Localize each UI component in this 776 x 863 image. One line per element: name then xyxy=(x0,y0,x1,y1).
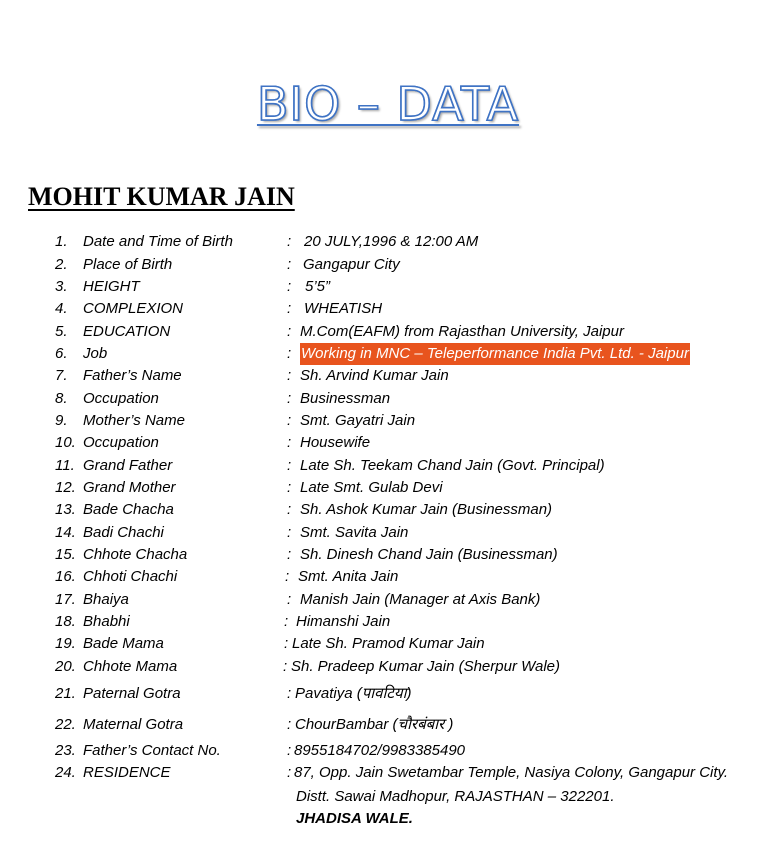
row-separator: : xyxy=(287,233,292,250)
row-value: Late Sh. Teekam Chand Jain (Govt. Principal) xyxy=(300,457,605,474)
row-separator: : xyxy=(287,479,292,496)
detail-row xyxy=(0,343,776,365)
row-separator: : xyxy=(287,323,292,340)
detail-row xyxy=(0,566,776,588)
row-separator: : xyxy=(287,300,292,317)
row-value-highlighted: Working in MNC – Teleperformance India Pvt. Ltd. - Jaipur xyxy=(300,343,690,365)
row-value: WHEATISH xyxy=(304,300,383,317)
detail-row xyxy=(0,740,776,762)
row-value: Himanshi Jain xyxy=(296,613,391,630)
row-separator: : xyxy=(284,635,289,652)
row-separator: : xyxy=(283,658,288,675)
row-number: 8. xyxy=(55,390,68,407)
residence-line-3: JHADISA WALE. xyxy=(296,810,413,827)
row-number: 5. xyxy=(55,323,68,340)
detail-row xyxy=(0,522,776,544)
row-label: Bhaiya xyxy=(83,591,129,608)
row-separator: : xyxy=(287,412,292,429)
row-value: 87, Opp. Jain Swetambar Temple, Nasiya Colony, Gangapur City. xyxy=(294,764,729,781)
row-label: Father’s Contact No. xyxy=(83,742,221,759)
row-number: 1. xyxy=(55,233,68,250)
row-label: Grand Mother xyxy=(83,479,176,496)
row-number: 9. xyxy=(55,412,68,429)
row-separator: : xyxy=(287,434,292,451)
row-label: Maternal Gotra xyxy=(83,716,184,733)
row-separator: : xyxy=(287,457,292,474)
row-number: 7. xyxy=(55,367,68,384)
row-separator: : xyxy=(287,546,292,563)
row-number: 4. xyxy=(55,300,68,317)
row-number: 23. xyxy=(55,742,76,759)
detail-row xyxy=(0,298,776,320)
detail-row xyxy=(0,762,776,784)
detail-row xyxy=(0,611,776,633)
row-value: Smt. Gayatri Jain xyxy=(300,412,416,429)
detail-row xyxy=(0,589,776,611)
row-number: 11. xyxy=(55,457,75,474)
detail-row xyxy=(0,633,776,655)
row-value: Gangapur City xyxy=(303,256,400,273)
detail-row xyxy=(0,254,776,276)
row-value: Pavatiya (पावटिया) xyxy=(295,685,412,702)
detail-row xyxy=(0,231,776,253)
row-value: Manish Jain (Manager at Axis Bank) xyxy=(300,591,541,608)
detail-row xyxy=(0,544,776,566)
row-number: 22. xyxy=(55,716,76,733)
row-label: Chhote Chacha xyxy=(83,546,188,563)
row-value: Smt. Savita Jain xyxy=(300,524,409,541)
row-value: 20 JULY,1996 & 12:00 AM xyxy=(304,233,479,250)
residence-line-2: Distt. Sawai Madhopur, RAJASTHAN – 322201. xyxy=(296,788,615,805)
row-value: Smt. Anita Jain xyxy=(298,568,399,585)
row-value: Businessman xyxy=(300,390,391,407)
row-label: Date and Time of Birth xyxy=(83,233,233,250)
row-value: 5’5” xyxy=(305,278,331,295)
row-label: EDUCATION xyxy=(83,323,171,340)
row-number: 2. xyxy=(55,256,68,273)
row-separator: : xyxy=(287,591,292,608)
row-label: HEIGHT xyxy=(83,278,140,295)
row-number: 24. xyxy=(55,764,76,781)
row-number: 14. xyxy=(55,524,76,541)
row-number: 18. xyxy=(55,613,76,630)
row-label: Bhabhi xyxy=(83,613,130,630)
row-separator: : xyxy=(284,613,289,630)
row-label: Chhoti Chachi xyxy=(83,568,178,585)
row-number: 17. xyxy=(55,591,76,608)
row-label: Bade Chacha xyxy=(83,501,174,518)
row-separator: : xyxy=(287,716,292,733)
row-number: 6. xyxy=(55,345,68,362)
row-label: Chhote Mama xyxy=(83,658,178,675)
row-separator: : xyxy=(287,742,292,759)
row-value: ChourBambar (चौरबंबार ) xyxy=(295,716,454,733)
row-value: M.Com(EAFM) from Rajasthan University, Jaipur xyxy=(300,323,624,340)
row-number: 15. xyxy=(55,546,76,563)
row-value: Sh. Pradeep Kumar Jain (Sherpur Wale) xyxy=(291,658,561,675)
row-label: Paternal Gotra xyxy=(83,685,181,702)
row-value: Sh. Dinesh Chand Jain (Businessman) xyxy=(300,546,558,563)
person-name: MOHIT KUMAR JAIN xyxy=(28,182,295,211)
row-number: 10. xyxy=(55,434,76,451)
row-separator: : xyxy=(287,278,292,295)
row-separator: : xyxy=(287,345,292,362)
detail-row xyxy=(0,455,776,477)
row-value: Sh. Arvind Kumar Jain xyxy=(300,367,449,384)
detail-row xyxy=(0,276,776,298)
row-label: Occupation xyxy=(83,390,159,407)
row-number: 20. xyxy=(55,658,76,675)
row-value: Sh. Ashok Kumar Jain (Businessman) xyxy=(300,501,553,518)
row-label: Mother’s Name xyxy=(83,412,185,429)
row-separator: : xyxy=(287,256,292,273)
row-label: Job xyxy=(83,345,108,362)
page-title: BIO – DATA xyxy=(256,77,520,131)
row-separator: : xyxy=(287,524,292,541)
detail-row xyxy=(0,432,776,454)
row-label: Father’s Name xyxy=(83,367,182,384)
row-label: COMPLEXION xyxy=(83,300,184,317)
row-label: Grand Father xyxy=(83,457,173,474)
detail-row xyxy=(0,499,776,521)
detail-row xyxy=(0,410,776,432)
row-number: 12. xyxy=(55,479,76,496)
row-value: Late Smt. Gulab Devi xyxy=(300,479,443,496)
detail-row xyxy=(0,477,776,499)
row-number: 19. xyxy=(55,635,76,652)
row-label: RESIDENCE xyxy=(83,764,171,781)
row-label: Badi Chachi xyxy=(83,524,164,541)
detail-row xyxy=(0,388,776,410)
row-value: Housewife xyxy=(300,434,371,451)
detail-row xyxy=(0,714,776,736)
row-number: 16. xyxy=(55,568,76,585)
row-label: Place of Birth xyxy=(83,256,173,273)
row-number: 3. xyxy=(55,278,68,295)
row-value: 8955184702/9983385490 xyxy=(294,742,466,759)
detail-row xyxy=(0,683,776,705)
row-number: 21. xyxy=(55,685,76,702)
row-separator: : xyxy=(287,390,292,407)
row-separator: : xyxy=(285,568,290,585)
detail-row xyxy=(0,656,776,678)
row-separator: : xyxy=(287,764,292,781)
detail-row xyxy=(0,321,776,343)
detail-row xyxy=(0,365,776,387)
row-label: Bade Mama xyxy=(83,635,164,652)
row-separator: : xyxy=(287,367,292,384)
row-separator: : xyxy=(287,501,292,518)
row-separator: : xyxy=(287,685,292,702)
row-label: Occupation xyxy=(83,434,159,451)
row-value: Late Sh. Pramod Kumar Jain xyxy=(292,635,485,652)
row-number: 13. xyxy=(55,501,76,518)
